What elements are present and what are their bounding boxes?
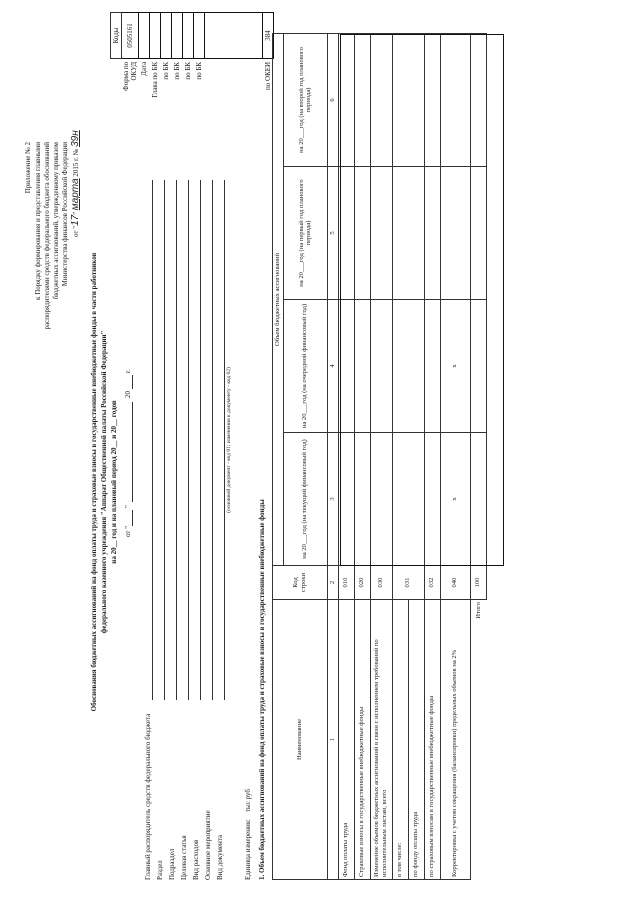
column-number-1: 1 <box>327 600 338 880</box>
column-number-2: 2 <box>327 566 338 600</box>
appendix-date-day: 17 <box>70 214 81 226</box>
code-label-bk-2: по БК <box>172 61 181 80</box>
row-name: по страховым взносам в государственные внебюджетные фонды <box>424 600 440 880</box>
field-line-expense-type[interactable] <box>200 180 201 700</box>
header-plan-year-2: на 20___год (на второй год планового периода) <box>283 33 327 166</box>
row-name: по фонду оплаты труда <box>408 600 424 880</box>
data-area-outline <box>340 34 504 566</box>
row-code: 031 <box>392 566 424 600</box>
appendix-date-month: марта <box>70 178 81 211</box>
appendix-line-1: Приложение № 2 <box>24 142 32 194</box>
form-date-year-suffix: г. <box>124 369 132 373</box>
header-plan-year-1: на 20___год (на первый год планового периода) <box>283 167 327 300</box>
code-label-date: Дата <box>139 61 148 76</box>
code-label-okei: по ОКЕИ <box>263 61 272 90</box>
row-code: 040 <box>440 566 470 600</box>
code-okei-value[interactable]: 384 <box>262 13 273 59</box>
code-label-bk-3: по БК <box>183 61 192 80</box>
code-bk-2-value[interactable] <box>171 13 182 59</box>
row-name: в том числе: <box>392 600 408 880</box>
appendix-date-year: 2015 г. № <box>72 148 80 177</box>
rotated-form-sheet <box>10 12 630 892</box>
form-date-year-prefix: 20 <box>124 391 132 398</box>
code-blank-cell[interactable] <box>204 13 262 59</box>
row-code: 032 <box>424 566 440 600</box>
code-okud-value[interactable]: 0505161 <box>122 13 139 59</box>
form-date-month-blank[interactable] <box>132 402 133 502</box>
column-number-4: 4 <box>327 300 338 433</box>
row-code: 030 <box>370 566 392 600</box>
field-label-expense-type: Вид расходов <box>192 839 200 880</box>
field-line-main-manager[interactable] <box>152 180 153 700</box>
field-line-document-type[interactable] <box>224 180 225 700</box>
field-label-target-article: Целевая статья <box>180 835 188 880</box>
field-line-main-event[interactable] <box>212 180 213 700</box>
row-code: 020 <box>354 566 370 600</box>
header-next-year: на 20___год (на очередной финансовый год) <box>283 300 327 433</box>
field-line-target-article[interactable] <box>188 180 189 700</box>
codes-header: Коды <box>111 13 122 59</box>
code-label-chapter: Глава по БК <box>150 61 159 98</box>
appendix-line-2: к Порядку формирования и представления главными <box>34 142 42 300</box>
title-line-1: Обоснования бюджетных ассигнований на фонд оплаты труда и страховые взносы в государственные внебюджетные фонды в части работников <box>90 252 98 712</box>
row-name: Страховые взносы в государственные внебюджетные фонды <box>354 600 370 880</box>
row-name: Корректировка с учетом сокращения (балансировки) предельных объемов на 2% <box>440 600 470 880</box>
title-line-3: на 20__ год и на плановый период 20__ и 20__ годов <box>110 400 118 564</box>
codes-header-spacer <box>111 58 122 102</box>
column-number-5: 5 <box>327 167 338 300</box>
form-date-day-blank[interactable] <box>132 510 133 526</box>
code-bk-3-value[interactable] <box>182 13 193 59</box>
header-current-year: на 20___год (на текущий финансовый год) <box>283 433 327 566</box>
form-date-year-blank[interactable] <box>132 375 133 389</box>
row-cell-current[interactable]: х <box>440 433 470 566</box>
row-name: Изменение объемов бюджетных ассигнований в связи с исполнением требований по исполнительным листам, всего <box>370 600 392 880</box>
appendix-date-prefix: от " <box>72 225 80 237</box>
column-number-6: 6 <box>327 33 338 166</box>
title-line-2: федерального казенного учреждения "Аппарат Общественной палаты Российской Федерации" <box>100 330 108 634</box>
field-label-main-event: Основное мероприятие <box>204 810 212 880</box>
header-code: Код строки <box>273 566 328 600</box>
codes-table <box>110 12 274 102</box>
field-label-main-manager: Главный распорядитель средств федерального бюджета <box>144 713 152 880</box>
field-line-section[interactable] <box>164 180 165 700</box>
unit-label: Единица измерения: <box>244 819 252 880</box>
section-1-heading: 1. Объем бюджетных ассигнований на фонд оплаты труда и страховые взносы в государственные внебюджетные фонды <box>258 499 266 880</box>
code-label-bk-1: по БК <box>161 61 170 80</box>
appendix-line-3: распорядителями средств федерального бюджета обоснований <box>43 142 51 330</box>
field-line-subsection[interactable] <box>176 180 177 700</box>
code-bk-1-value[interactable] <box>160 13 171 59</box>
total-label: Итого <box>470 600 486 880</box>
appendix-date-line <box>70 130 82 237</box>
appendix-date-mid: " <box>72 211 80 215</box>
header-name: Наименование <box>273 600 328 880</box>
row-code: 010 <box>338 566 354 600</box>
appendix-line-4: бюджетных ассигнований, утвержденному приказом <box>52 142 60 300</box>
code-bk-4-value[interactable] <box>193 13 204 59</box>
appendix-line-5: Министерства финансов Российской Федерации <box>61 142 69 287</box>
field-label-subsection: Подраздел <box>168 848 176 880</box>
header-volume: Объем бюджетных ассигнований <box>273 33 284 565</box>
code-label-okud: Форма по ОКУД <box>121 61 138 91</box>
unit-value: тыс руб <box>244 789 252 812</box>
field-label-section: Раздел <box>156 860 164 880</box>
form-date-mid: " <box>124 505 132 508</box>
row-cell-next[interactable]: х <box>440 300 470 433</box>
row-code: 100 <box>470 566 486 600</box>
codes-gap <box>204 58 262 102</box>
code-date-value[interactable] <box>138 13 149 59</box>
field-label-document-type: Вид документа <box>216 834 224 880</box>
form-date-prefix: от " <box>124 525 132 537</box>
column-number-3: 3 <box>327 433 338 566</box>
code-chapter-value[interactable] <box>149 13 160 59</box>
document-type-note: (основной документ - код 01; изменения к документу - код 02) <box>226 367 232 513</box>
appendix-order-number: 39н <box>70 130 81 147</box>
row-name: Фонд оплаты труда <box>338 600 354 880</box>
code-label-bk-4: по БК <box>194 61 203 80</box>
